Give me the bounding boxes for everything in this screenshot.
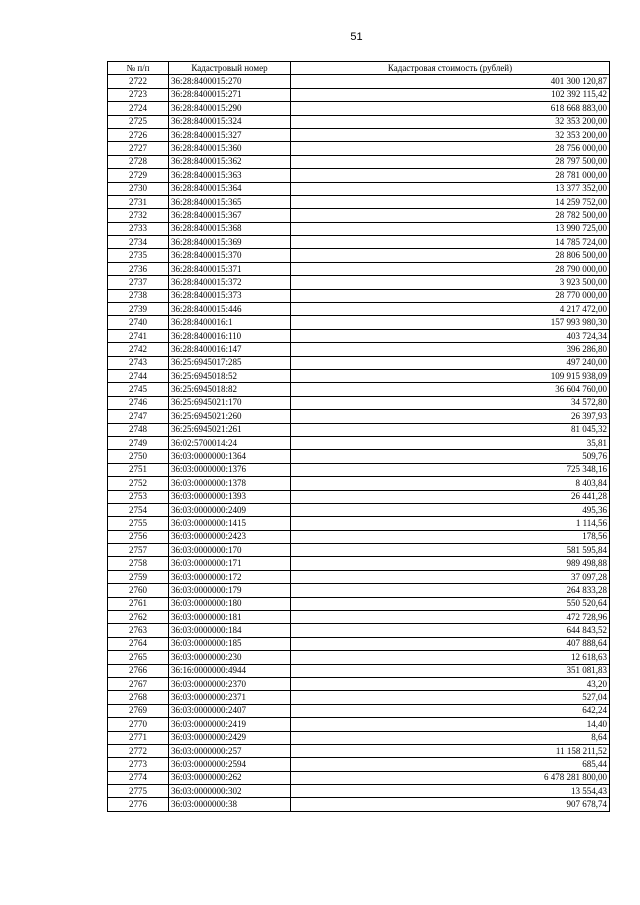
cadastral-number-cell: 36:28:8400015:290 <box>169 102 291 115</box>
cadastral-value-cell: 725 348,16 <box>291 463 610 476</box>
row-number-cell: 2727 <box>108 142 169 155</box>
row-number-cell: 2725 <box>108 115 169 128</box>
cadastral-number-cell: 36:03:0000000:2423 <box>169 530 291 543</box>
row-number-cell: 2762 <box>108 611 169 624</box>
table-row <box>108 329 610 342</box>
cadastral-value-cell: 3 923 500,00 <box>291 276 610 289</box>
table-row <box>108 289 610 302</box>
row-number-cell: 2752 <box>108 477 169 490</box>
table-row <box>108 155 610 168</box>
row-number-cell: 2775 <box>108 785 169 798</box>
row-number-cell: 2776 <box>108 798 169 811</box>
table-row <box>108 383 610 396</box>
table-row <box>108 624 610 637</box>
table-row <box>108 691 610 704</box>
cadastral-number-cell: 36:03:0000000:2371 <box>169 691 291 704</box>
cadastral-number-cell: 36:03:0000000:184 <box>169 624 291 637</box>
cadastral-number-cell: 36:25:6945021:261 <box>169 423 291 436</box>
table-row <box>108 477 610 490</box>
row-number-cell: 2760 <box>108 584 169 597</box>
cadastral-number-cell: 36:28:8400015:370 <box>169 249 291 262</box>
cadastral-value-cell: 8,64 <box>291 731 610 744</box>
cadastral-value-cell: 35,81 <box>291 436 610 449</box>
table-row <box>108 584 610 597</box>
row-number-cell: 2756 <box>108 530 169 543</box>
cadastral-number-cell: 36:28:8400015:365 <box>169 195 291 208</box>
cadastral-value-cell: 34 572,80 <box>291 396 610 409</box>
cadastral-value-cell: 497 240,00 <box>291 356 610 369</box>
row-number-cell: 2771 <box>108 731 169 744</box>
row-number-cell: 2740 <box>108 316 169 329</box>
row-number-cell: 2734 <box>108 236 169 249</box>
cadastral-value-cell: 396 286,80 <box>291 343 610 356</box>
table-row <box>108 249 610 262</box>
cadastral-number-cell: 36:28:8400015:369 <box>169 236 291 249</box>
cadastral-value-cell: 581 595,84 <box>291 544 610 557</box>
table-row <box>108 570 610 583</box>
cadastral-number-cell: 36:03:0000000:2409 <box>169 503 291 516</box>
cadastral-value-cell: 618 668 883,00 <box>291 102 610 115</box>
table-row <box>108 785 610 798</box>
table-row <box>108 102 610 115</box>
row-number-cell: 2749 <box>108 436 169 449</box>
row-number-cell: 2731 <box>108 195 169 208</box>
row-number-cell: 2767 <box>108 677 169 690</box>
cadastral-number-cell: 36:28:8400015:270 <box>169 75 291 88</box>
cadastral-number-cell: 36:28:8400015:360 <box>169 142 291 155</box>
row-number-cell: 2739 <box>108 303 169 316</box>
cadastral-value-cell: 26 397,93 <box>291 410 610 423</box>
cadastral-value-cell: 43,20 <box>291 677 610 690</box>
cadastral-number-cell: 36:25:6945018:82 <box>169 383 291 396</box>
cadastral-number-cell: 36:03:0000000:2419 <box>169 718 291 731</box>
table-row <box>108 731 610 744</box>
row-number-cell: 2773 <box>108 758 169 771</box>
row-number-cell: 2761 <box>108 597 169 610</box>
table-row <box>108 664 610 677</box>
cadastral-number-cell: 36:03:0000000:1393 <box>169 490 291 503</box>
row-number-cell: 2770 <box>108 718 169 731</box>
cadastral-number-cell: 36:03:0000000:170 <box>169 544 291 557</box>
cadastral-value-cell: 28 770 000,00 <box>291 289 610 302</box>
cadastral-number-cell: 36:28:8400016:110 <box>169 329 291 342</box>
cadastral-value-cell: 351 081,83 <box>291 664 610 677</box>
table-row <box>108 704 610 717</box>
cadastral-number-cell: 36:25:6945021:170 <box>169 396 291 409</box>
table-row <box>108 557 610 570</box>
row-number-cell: 2753 <box>108 490 169 503</box>
cadastral-number-cell: 36:03:0000000:1415 <box>169 517 291 530</box>
cadastral-value-cell: 13 377 352,00 <box>291 182 610 195</box>
row-number-cell: 2741 <box>108 329 169 342</box>
row-number-cell: 2724 <box>108 102 169 115</box>
cadastral-number-cell: 36:03:0000000:1364 <box>169 450 291 463</box>
row-number-cell: 2746 <box>108 396 169 409</box>
row-number-cell: 2737 <box>108 276 169 289</box>
row-number-cell: 2735 <box>108 249 169 262</box>
cadastral-value-cell: 28 756 000,00 <box>291 142 610 155</box>
table-row <box>108 343 610 356</box>
cadastral-value-cell: 178,56 <box>291 530 610 543</box>
cadastral-value-cell: 527,04 <box>291 691 610 704</box>
cadastral-value-cell: 403 724,34 <box>291 329 610 342</box>
table-row <box>108 637 610 650</box>
cadastral-value-cell: 264 833,28 <box>291 584 610 597</box>
table-row <box>108 169 610 182</box>
cadastral-number-cell: 36:28:8400015:324 <box>169 115 291 128</box>
cadastral-value-cell: 11 158 211,52 <box>291 744 610 757</box>
cadastral-number-cell: 36:28:8400015:362 <box>169 155 291 168</box>
cadastral-value-table <box>107 61 610 812</box>
row-number-cell: 2772 <box>108 744 169 757</box>
cadastral-number-cell: 36:03:0000000:180 <box>169 597 291 610</box>
cadastral-number-cell: 36:28:8400015:368 <box>169 222 291 235</box>
row-number-cell: 2743 <box>108 356 169 369</box>
cadastral-number-cell: 36:03:0000000:230 <box>169 651 291 664</box>
table-row <box>108 450 610 463</box>
cadastral-number-cell: 36:28:8400015:364 <box>169 182 291 195</box>
table-row <box>108 503 610 516</box>
row-number-cell: 2728 <box>108 155 169 168</box>
cadastral-number-cell: 36:28:8400015:373 <box>169 289 291 302</box>
row-number-cell: 2755 <box>108 517 169 530</box>
cadastral-value-cell: 32 353 200,00 <box>291 115 610 128</box>
cadastral-number-cell: 36:25:6945021:260 <box>169 410 291 423</box>
cadastral-value-cell: 907 678,74 <box>291 798 610 811</box>
cadastral-value-cell: 14 785 724,00 <box>291 236 610 249</box>
cadastral-number-cell: 36:03:0000000:2407 <box>169 704 291 717</box>
cadastral-value-cell: 32 353 200,00 <box>291 128 610 141</box>
cadastral-value-cell: 407 888,64 <box>291 637 610 650</box>
cadastral-number-cell: 36:28:8400015:446 <box>169 303 291 316</box>
cadastral-number-cell: 36:16:0000000:4944 <box>169 664 291 677</box>
table-row <box>108 369 610 382</box>
cadastral-value-cell: 28 797 500,00 <box>291 155 610 168</box>
cadastral-value-cell: 8 403,84 <box>291 477 610 490</box>
cadastral-number-cell: 36:28:8400015:363 <box>169 169 291 182</box>
table-row <box>108 517 610 530</box>
row-number-cell: 2744 <box>108 369 169 382</box>
table-row <box>108 544 610 557</box>
cadastral-number-cell: 36:03:0000000:38 <box>169 798 291 811</box>
cadastral-number-cell: 36:25:6945017:285 <box>169 356 291 369</box>
table-row <box>108 677 610 690</box>
cadastral-number-cell: 36:03:0000000:2370 <box>169 677 291 690</box>
table-row <box>108 222 610 235</box>
table-row <box>108 651 610 664</box>
row-number-cell: 2729 <box>108 169 169 182</box>
cadastral-value-cell: 81 045,32 <box>291 423 610 436</box>
table-row <box>108 463 610 476</box>
table-row <box>108 75 610 88</box>
cadastral-number-cell: 36:28:8400015:327 <box>169 128 291 141</box>
row-number-cell: 2763 <box>108 624 169 637</box>
cadastral-value-cell: 4 217 472,00 <box>291 303 610 316</box>
row-number-cell: 2757 <box>108 544 169 557</box>
table-row <box>108 530 610 543</box>
row-number-cell: 2732 <box>108 209 169 222</box>
cadastral-number-cell: 36:28:8400015:367 <box>169 209 291 222</box>
table-row <box>108 128 610 141</box>
cadastral-number-cell: 36:28:8400015:372 <box>169 276 291 289</box>
header-cadastral-number: Кадастровый номер <box>169 62 291 75</box>
cadastral-number-cell: 36:03:0000000:171 <box>169 557 291 570</box>
cadastral-value-cell: 36 604 760,00 <box>291 383 610 396</box>
cadastral-number-cell: 36:03:0000000:1378 <box>169 477 291 490</box>
table-row <box>108 276 610 289</box>
cadastral-number-cell: 36:03:0000000:181 <box>169 611 291 624</box>
table-row <box>108 798 610 811</box>
cadastral-value-cell: 644 843,52 <box>291 624 610 637</box>
row-number-cell: 2754 <box>108 503 169 516</box>
table-row <box>108 436 610 449</box>
cadastral-number-cell: 36:03:0000000:179 <box>169 584 291 597</box>
cadastral-value-cell: 37 097,28 <box>291 570 610 583</box>
table-row <box>108 236 610 249</box>
row-number-cell: 2747 <box>108 410 169 423</box>
row-number-cell: 2726 <box>108 128 169 141</box>
cadastral-value-cell: 13 554,43 <box>291 785 610 798</box>
row-number-cell: 2748 <box>108 423 169 436</box>
cadastral-value-cell: 26 441,28 <box>291 490 610 503</box>
cadastral-value-cell: 14,40 <box>291 718 610 731</box>
cadastral-value-cell: 13 990 725,00 <box>291 222 610 235</box>
table-row <box>108 396 610 409</box>
table-row <box>108 611 610 624</box>
cadastral-number-cell: 36:25:6945018:52 <box>169 369 291 382</box>
cadastral-value-cell: 28 790 000,00 <box>291 262 610 275</box>
row-number-cell: 2765 <box>108 651 169 664</box>
table-header-row <box>108 62 610 75</box>
cadastral-value-cell: 6 478 281 800,00 <box>291 771 610 784</box>
table-row <box>108 490 610 503</box>
cadastral-value-cell: 642,24 <box>291 704 610 717</box>
table-row <box>108 597 610 610</box>
cadastral-value-cell: 685,44 <box>291 758 610 771</box>
row-number-cell: 2751 <box>108 463 169 476</box>
cadastral-value-cell: 109 915 938,09 <box>291 369 610 382</box>
table-row <box>108 744 610 757</box>
row-number-cell: 2766 <box>108 664 169 677</box>
cadastral-number-cell: 36:03:0000000:172 <box>169 570 291 583</box>
row-number-cell: 2759 <box>108 570 169 583</box>
cadastral-value-cell: 28 782 500,00 <box>291 209 610 222</box>
table-row <box>108 88 610 101</box>
cadastral-value-cell: 14 259 752,00 <box>291 195 610 208</box>
table-row <box>108 115 610 128</box>
cadastral-number-cell: 36:28:8400016:1 <box>169 316 291 329</box>
cadastral-value-cell: 401 300 120,87 <box>291 75 610 88</box>
cadastral-value-cell: 102 392 115,42 <box>291 88 610 101</box>
row-number-cell: 2764 <box>108 637 169 650</box>
table-row <box>108 303 610 316</box>
cadastral-value-cell: 157 993 980,30 <box>291 316 610 329</box>
row-number-cell: 2722 <box>108 75 169 88</box>
cadastral-number-cell: 36:03:0000000:185 <box>169 637 291 650</box>
table-row <box>108 356 610 369</box>
cadastral-number-cell: 36:28:8400016:147 <box>169 343 291 356</box>
cadastral-number-cell: 36:28:8400015:271 <box>169 88 291 101</box>
cadastral-number-cell: 36:03:0000000:302 <box>169 785 291 798</box>
table-row <box>108 262 610 275</box>
cadastral-value-cell: 1 114,56 <box>291 517 610 530</box>
table-row <box>108 316 610 329</box>
row-number-cell: 2733 <box>108 222 169 235</box>
cadastral-value-cell: 472 728,96 <box>291 611 610 624</box>
row-number-cell: 2769 <box>108 704 169 717</box>
table-body <box>108 75 610 811</box>
row-number-cell: 2750 <box>108 450 169 463</box>
cadastral-value-cell: 28 806 500,00 <box>291 249 610 262</box>
row-number-cell: 2723 <box>108 88 169 101</box>
cadastral-number-cell: 36:03:0000000:262 <box>169 771 291 784</box>
header-cadastral-value: Кадастровая стоимость (рублей) <box>291 62 610 75</box>
table-row <box>108 142 610 155</box>
cadastral-number-cell: 36:28:8400015:371 <box>169 262 291 275</box>
row-number-cell: 2742 <box>108 343 169 356</box>
page-number: 51 <box>350 31 363 43</box>
cadastral-value-cell: 12 618,63 <box>291 651 610 664</box>
row-number-cell: 2774 <box>108 771 169 784</box>
header-row-number: № п/п <box>108 62 169 75</box>
cadastral-value-cell: 495,36 <box>291 503 610 516</box>
table-row <box>108 182 610 195</box>
table-row <box>108 423 610 436</box>
cadastral-value-cell: 509,76 <box>291 450 610 463</box>
cadastral-number-cell: 36:03:0000000:2594 <box>169 758 291 771</box>
row-number-cell: 2730 <box>108 182 169 195</box>
table-row <box>108 410 610 423</box>
table-row <box>108 195 610 208</box>
row-number-cell: 2768 <box>108 691 169 704</box>
cadastral-number-cell: 36:03:0000000:257 <box>169 744 291 757</box>
table-row <box>108 718 610 731</box>
cadastral-value-cell: 550 520,64 <box>291 597 610 610</box>
table-row <box>108 209 610 222</box>
row-number-cell: 2758 <box>108 557 169 570</box>
cadastral-number-cell: 36:03:0000000:1376 <box>169 463 291 476</box>
table-row <box>108 758 610 771</box>
cadastral-number-cell: 36:02:5700014:24 <box>169 436 291 449</box>
row-number-cell: 2736 <box>108 262 169 275</box>
row-number-cell: 2745 <box>108 383 169 396</box>
cadastral-number-cell: 36:03:0000000:2429 <box>169 731 291 744</box>
cadastral-value-cell: 989 498,88 <box>291 557 610 570</box>
cadastral-value-cell: 28 781 000,00 <box>291 169 610 182</box>
row-number-cell: 2738 <box>108 289 169 302</box>
table-row <box>108 771 610 784</box>
